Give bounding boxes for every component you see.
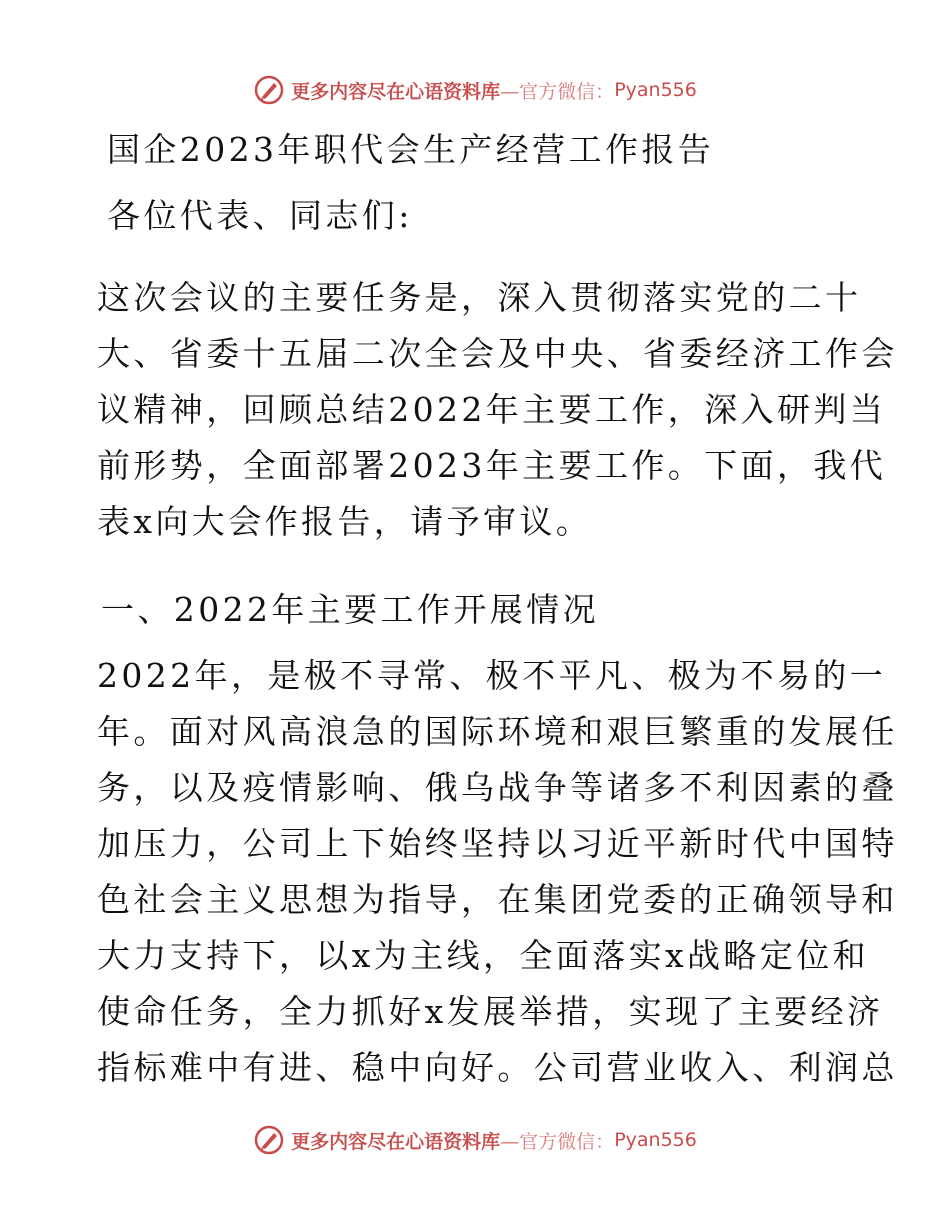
paragraph-intro	[97, 270, 898, 550]
watermark-separator: —官方微信：	[500, 80, 615, 103]
paragraph-line: 大、省委十五届二次全会及中央、省委经济工作会	[97, 334, 898, 373]
section-heading: 一、2022年主要工作开展情况	[101, 590, 599, 629]
salutation: 各位代表、同志们:	[107, 196, 413, 235]
paragraph-line: 大力支持下，以x为主线，全面落实x战略定位和	[97, 936, 870, 975]
paragraph-line: 色社会主义思想为指导，在集团党委的正确领导和	[97, 880, 898, 919]
paragraph-line: 这次会议的主要任务是，深入贯彻落实党的二十	[97, 278, 862, 317]
paragraph-line: 前形势，全面部署2023年主要工作。下面，我代	[97, 446, 887, 485]
paragraph-line: 指标难中有进、稳中向好。公司营业收入、利润总	[97, 1048, 898, 1087]
paragraph-line: 使命任务，全力抓好x发展举措，实现了主要经济	[97, 992, 884, 1031]
paragraph-line: 务，以及疫情影响、俄乌战争等诸多不利因素的叠	[97, 768, 898, 807]
pen-logo-icon	[253, 1124, 285, 1156]
paragraph-line: 加压力，公司上下始终坚持以习近平新时代中国特	[97, 824, 898, 863]
document-title: 国企2023年职代会生产经营工作报告	[107, 130, 715, 169]
watermark-footer	[0, 1120, 950, 1160]
watermark-separator: —官方微信：	[500, 1130, 615, 1153]
watermark-text: 更多内容尽在心语资料库	[291, 1130, 501, 1153]
paragraph-line: 年。面对风高浪急的国际环境和艰巨繁重的发展任	[97, 712, 898, 751]
watermark-text: 更多内容尽在心语资料库	[291, 80, 501, 103]
paragraph-line: 2022年，是极不寻常、极不平凡、极为不易的一	[97, 656, 887, 695]
pen-logo-icon	[253, 74, 285, 106]
watermark-wechat-id: Pyan556	[614, 1129, 697, 1151]
paragraph-line: 表x向大会作报告，请予审议。	[97, 502, 593, 541]
paragraph-2022-review	[97, 648, 898, 1096]
watermark-header	[0, 70, 950, 110]
watermark-wechat-id: Pyan556	[614, 79, 697, 101]
paragraph-line: 议精神，回顾总结2022年主要工作，深入研判当	[97, 390, 887, 429]
